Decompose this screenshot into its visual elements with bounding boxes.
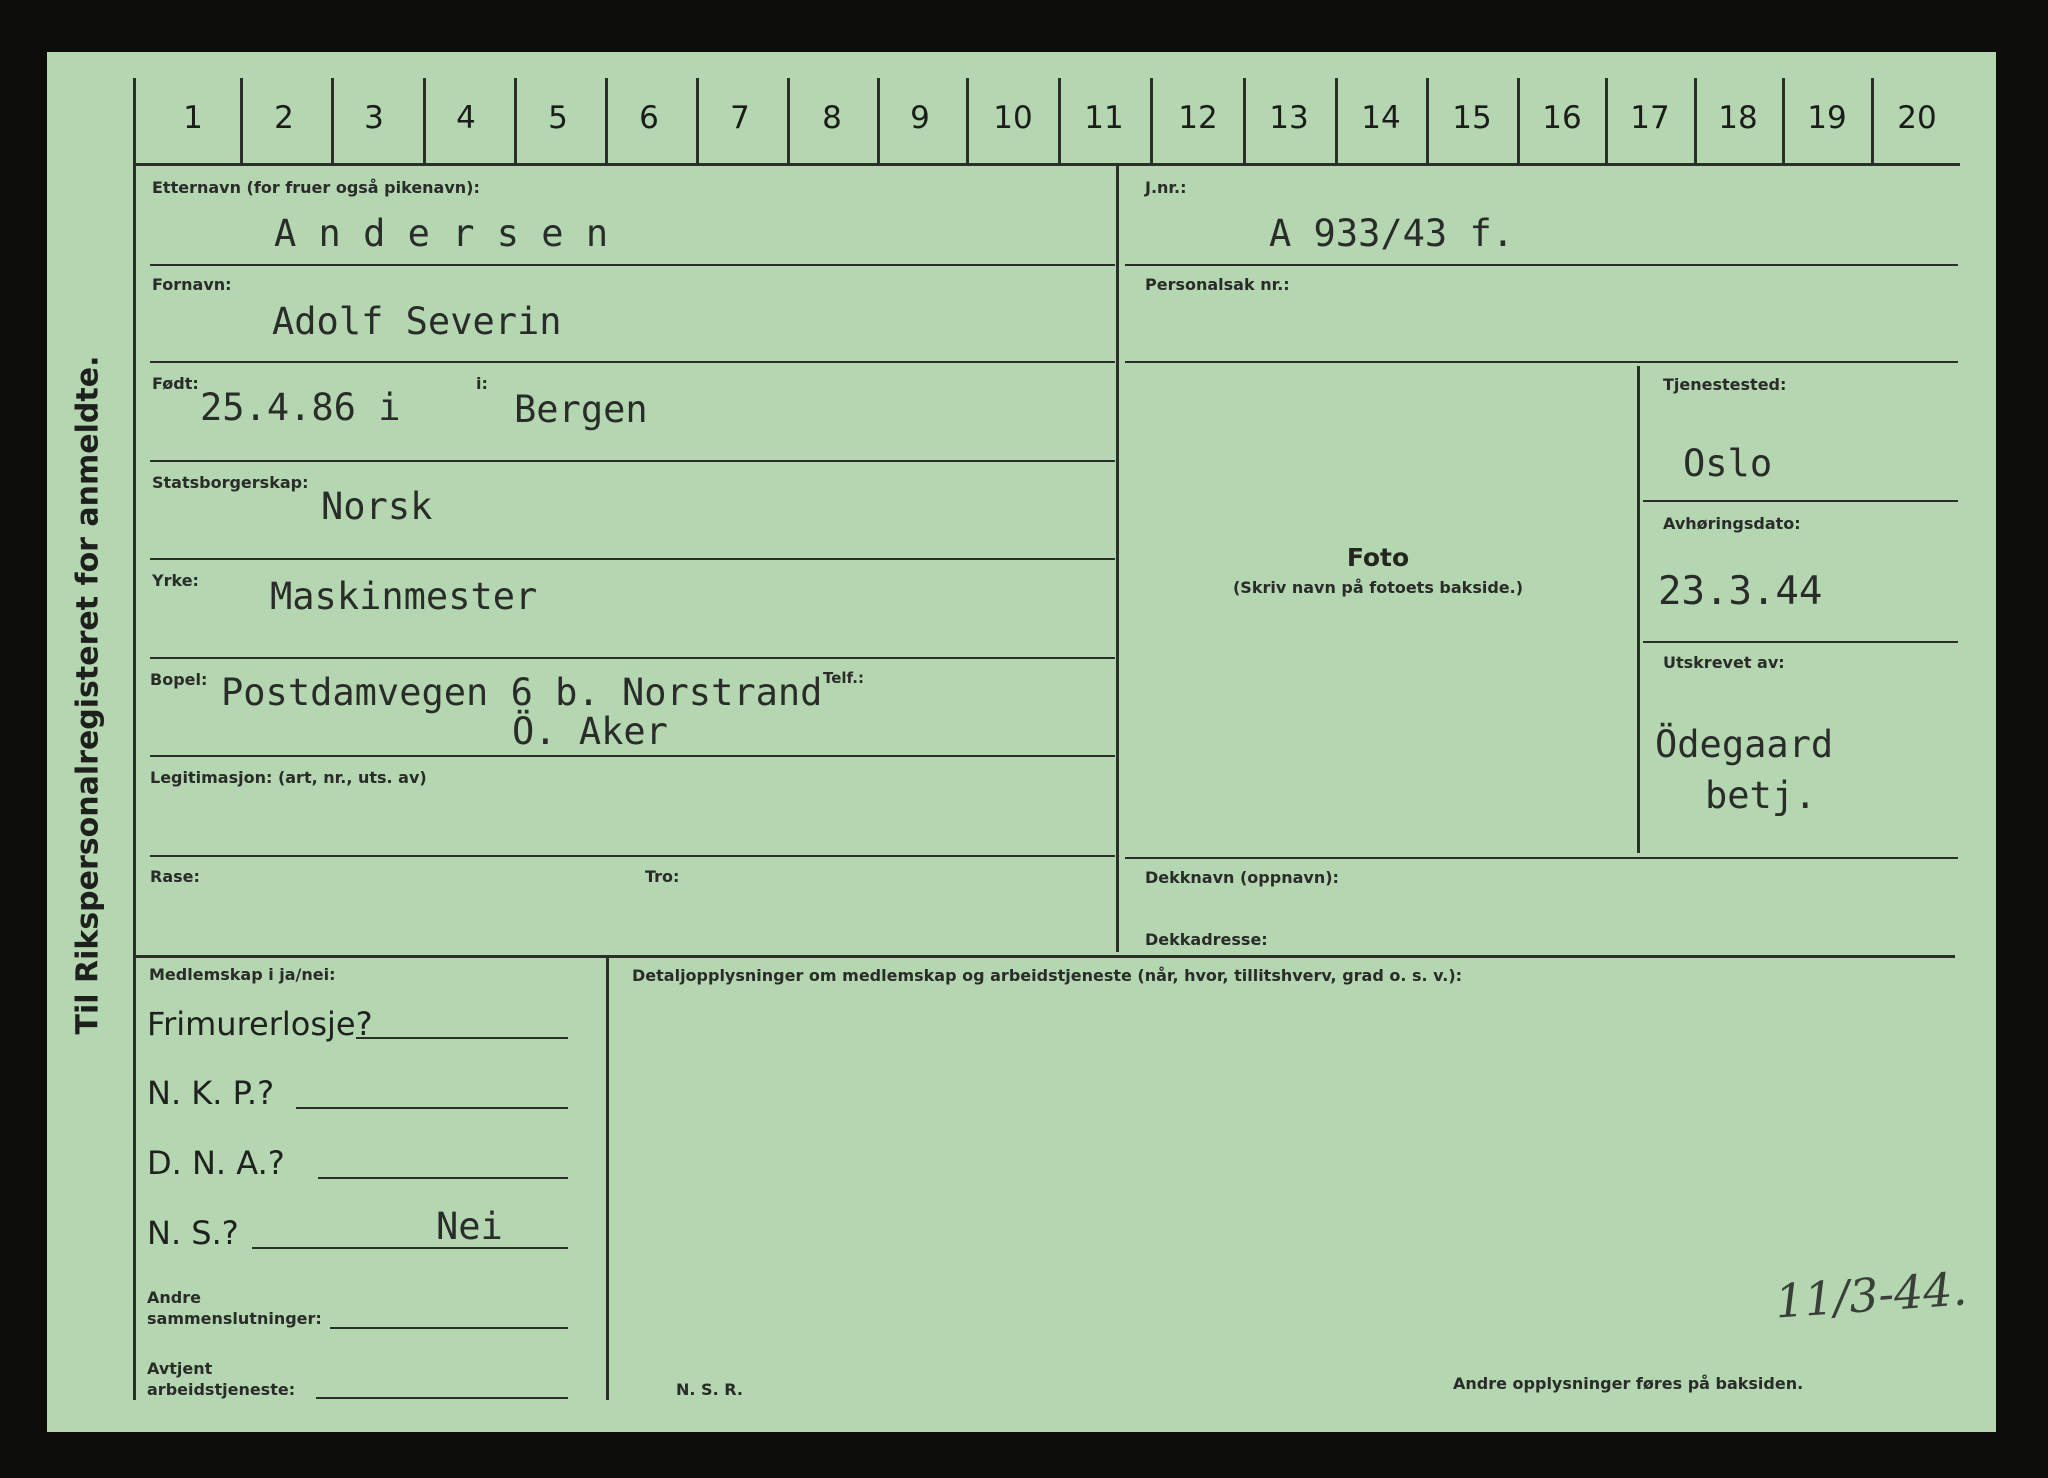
- freemason-question: Frimurerlosje?: [147, 1005, 373, 1043]
- issued-by-value-line2: betj.: [1705, 774, 1817, 817]
- column-divider: [1150, 78, 1153, 163]
- column-number: 9: [910, 100, 930, 136]
- race-label: Rase:: [150, 867, 200, 886]
- born-place-value: Bergen: [514, 388, 648, 431]
- born-label: Født:: [152, 374, 199, 393]
- column-divider: [1335, 78, 1338, 163]
- row-rule: [150, 460, 1115, 462]
- row-rule: [1125, 361, 1958, 363]
- column-divider: [1426, 78, 1429, 163]
- column-divider: [1871, 78, 1874, 163]
- row-rule: [1643, 641, 1958, 643]
- column-divider: [877, 78, 880, 163]
- row-rule: [1643, 500, 1958, 502]
- first-name-label: Fornavn:: [152, 275, 232, 294]
- cover-address-label: Dekkadresse:: [1145, 930, 1268, 949]
- column-divider: [787, 78, 790, 163]
- column-number: 11: [1084, 100, 1124, 136]
- membership-divider: [606, 958, 609, 1400]
- column-divider: [1058, 78, 1061, 163]
- answer-line: [296, 1107, 568, 1109]
- citizenship-value: Norsk: [321, 485, 433, 528]
- column-number: 6: [639, 100, 659, 136]
- row-rule: [150, 755, 1115, 757]
- column-divider: [966, 78, 969, 163]
- religion-label: Tro:: [645, 867, 680, 886]
- residence-value-line2: Ö. Aker: [512, 710, 668, 753]
- side-title: Til Rikspersonalregisteret for anmeldte.: [70, 355, 106, 1035]
- cover-name-label: Dekknavn (oppnavn):: [1145, 868, 1339, 887]
- labour-service-label-line1: Avtjent: [147, 1359, 213, 1378]
- ns-question: N. S.?: [147, 1214, 239, 1252]
- answer-line: [316, 1397, 568, 1399]
- column-number: 20: [1897, 100, 1937, 136]
- surname-value: A n d e r s e n: [274, 212, 609, 255]
- nsr-mark: N. S. R.: [676, 1380, 743, 1399]
- center-divider: [1116, 166, 1119, 952]
- occupation-value: Maskinmester: [270, 575, 538, 618]
- column-divider: [514, 78, 517, 163]
- photo-label: Foto: [1346, 543, 1410, 572]
- column-number: 1: [183, 100, 203, 136]
- issued-by-value-line1: Ödegaard: [1655, 723, 1834, 766]
- column-number: 5: [548, 100, 568, 136]
- column-number: 3: [364, 100, 384, 136]
- issued-by-label: Utskrevet av:: [1663, 653, 1785, 672]
- column-divider: [605, 78, 608, 163]
- column-number: 17: [1630, 100, 1670, 136]
- column-number: 2: [274, 100, 294, 136]
- answer-line: [318, 1177, 568, 1179]
- surname-label: Etternavn (for fruer også pikenavn):: [152, 178, 480, 197]
- column-number: 16: [1542, 100, 1582, 136]
- column-number: 10: [993, 100, 1033, 136]
- row-rule: [150, 558, 1115, 560]
- column-divider: [1782, 78, 1785, 163]
- labour-service-label: [147, 1358, 295, 1400]
- column-divider: [1517, 78, 1520, 163]
- journal-number-label: J.nr.:: [1145, 178, 1187, 197]
- row-rule: [1125, 857, 1958, 859]
- section-rule: [133, 955, 1955, 958]
- ns-answer: Nei: [436, 1205, 503, 1248]
- residence-value-line1: Postdamvegen 6 b. Norstrand: [221, 671, 823, 714]
- born-place-label: i:: [476, 374, 488, 393]
- column-number: 14: [1361, 100, 1401, 136]
- duty-station-label: Tjenestested:: [1663, 375, 1787, 394]
- header-rule: [133, 163, 1960, 166]
- identification-label: Legitimasjon: (art, nr., uts. av): [150, 768, 427, 787]
- interrogation-date-label: Avhøringsdato:: [1663, 514, 1801, 533]
- column-number: 12: [1178, 100, 1218, 136]
- handwritten-date: 11/3-44.: [1773, 1261, 1969, 1329]
- column-divider: [1694, 78, 1697, 163]
- column-divider: [1605, 78, 1608, 163]
- column-number: 8: [822, 100, 842, 136]
- column-number: 19: [1807, 100, 1847, 136]
- labour-service-label-line2: arbeidstjeneste:: [147, 1380, 296, 1399]
- phone-label: Telf.:: [823, 669, 864, 687]
- photo-area: [1218, 543, 1538, 597]
- column-number: 15: [1452, 100, 1492, 136]
- citizenship-label: Statsborgerskap:: [152, 473, 309, 492]
- right-panel-divider: [1637, 366, 1640, 853]
- row-rule: [1125, 264, 1958, 266]
- journal-number-value: A 933/43 f.: [1269, 212, 1515, 255]
- column-number: 4: [456, 100, 476, 136]
- answer-line: [252, 1247, 568, 1249]
- other-organizations-label: [147, 1287, 322, 1329]
- column-divider: [240, 78, 243, 163]
- answer-line: [356, 1037, 568, 1039]
- born-date-value: 25.4.86 i: [200, 386, 401, 429]
- duty-station-value: Oslo: [1683, 442, 1773, 485]
- details-label: Detaljopplysninger om medlemskap og arbeidstjeneste (når, hvor, tillitshverv, grad o. s. v.):: [632, 966, 1463, 985]
- other-organizations-label-line1: Andre: [147, 1288, 201, 1307]
- nkp-question: N. K. P.?: [147, 1074, 275, 1112]
- row-rule: [150, 855, 1115, 857]
- column-number: 7: [730, 100, 750, 136]
- column-divider: [1243, 78, 1246, 163]
- column-divider: [696, 78, 699, 163]
- membership-label: Medlemskap i ja/nei:: [149, 965, 336, 984]
- answer-line: [330, 1327, 568, 1329]
- column-divider: [331, 78, 334, 163]
- residence-label: Bopel:: [150, 670, 208, 689]
- row-rule: [150, 657, 1115, 659]
- column-divider: [423, 78, 426, 163]
- row-rule: [150, 264, 1115, 266]
- occupation-label: Yrke:: [152, 571, 199, 590]
- interrogation-date-value: 23.3.44: [1658, 569, 1823, 614]
- photo-note: (Skriv navn på fotoets bakside.): [1232, 578, 1524, 597]
- dna-question: D. N. A.?: [147, 1144, 285, 1182]
- personal-case-label: Personalsak nr.:: [1145, 275, 1290, 294]
- column-number: 13: [1269, 100, 1309, 136]
- other-organizations-label-line2: sammenslutninger:: [147, 1309, 322, 1328]
- column-number: 18: [1718, 100, 1758, 136]
- first-name-value: Adolf Severin: [272, 300, 562, 343]
- row-rule: [150, 361, 1115, 363]
- left-border-line: [133, 78, 136, 1400]
- reverse-side-note: Andre opplysninger føres på baksiden.: [1453, 1374, 1804, 1393]
